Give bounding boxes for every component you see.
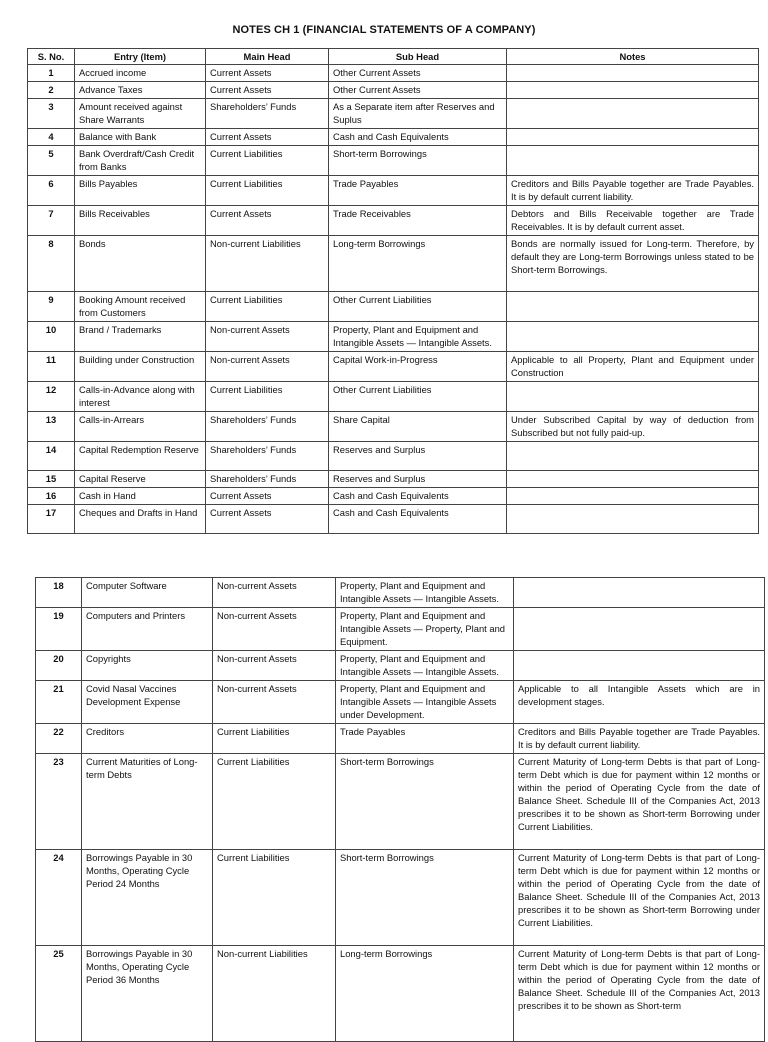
row-number: 22 [36, 724, 82, 754]
entry-cell: Computers and Printers [82, 608, 213, 651]
row-number: 8 [28, 236, 75, 292]
row-number: 9 [28, 292, 75, 322]
sub-head-cell: Property, Plant and Equipment and Intangible Assets — Intangible Assets. [336, 578, 514, 608]
table-row [28, 146, 759, 176]
notes-cell [514, 578, 765, 608]
header-entry: Entry (Item) [75, 49, 206, 65]
table-row [36, 850, 765, 946]
sub-head-cell: Capital Work-in-Progress [329, 352, 507, 382]
sub-head-cell: Long-term Borrowings [329, 236, 507, 292]
table-row [28, 292, 759, 322]
header-main-head: Main Head [206, 49, 329, 65]
notes-cell [507, 99, 759, 129]
notes-cell: Bonds are normally issued for Long-term. Therefore, by default they are Long-term Borrowings unless stated to be Short-term Borrowings. [507, 236, 759, 292]
entry-cell: Balance with Bank [75, 129, 206, 146]
table-row [28, 471, 759, 488]
notes-cell: Current Maturity of Long-term Debts is that part of Long-term Debt which is due for payment within 12 months or within the period of Operating Cycle from the date of Balance Sheet. Schedule III of the Companies Act, 2013 prescribes it to be shown as Short-term [514, 946, 765, 1042]
main-head-cell: Current Liabilities [213, 724, 336, 754]
notes-cell [507, 65, 759, 82]
notes-cell: Applicable to all Property, Plant and Equipment under Construction [507, 352, 759, 382]
entry-cell: Calls-in-Advance along with interest [75, 382, 206, 412]
main-head-cell: Current Assets [206, 129, 329, 146]
notes-cell [507, 442, 759, 471]
row-number: 17 [28, 505, 75, 534]
row-number: 18 [36, 578, 82, 608]
sub-head-cell: Property, Plant and Equipment and Intangible Assets — Intangible Assets. [329, 322, 507, 352]
sub-head-cell: Other Current Liabilities [329, 382, 507, 412]
table-row [36, 724, 765, 754]
entry-cell: Borrowings Payable in 30 Months, Operating Cycle Period 36 Months [82, 946, 213, 1042]
notes-cell: Debtors and Bills Receivable together are Trade Receivables. It is by default current asset. [507, 206, 759, 236]
main-head-cell: Non-current Liabilities [206, 236, 329, 292]
table-row [28, 412, 759, 442]
entry-cell: Booking Amount received from Customers [75, 292, 206, 322]
table-header-row [28, 49, 759, 65]
row-number: 24 [36, 850, 82, 946]
row-number: 1 [28, 65, 75, 82]
row-number: 21 [36, 681, 82, 724]
entry-cell: Building under Construction [75, 352, 206, 382]
table-row [36, 651, 765, 681]
row-number: 13 [28, 412, 75, 442]
entry-cell: Bonds [75, 236, 206, 292]
entry-cell: Cheques and Drafts in Hand [75, 505, 206, 534]
sub-head-cell: As a Separate item after Reserves and Suplus [329, 99, 507, 129]
main-head-cell: Current Assets [206, 505, 329, 534]
entry-cell: Bills Receivables [75, 206, 206, 236]
entry-cell: Current Maturities of Long-term Debts [82, 754, 213, 850]
sub-head-cell: Short-term Borrowings [336, 754, 514, 850]
row-number: 14 [28, 442, 75, 471]
table-row [36, 608, 765, 651]
sub-head-cell: Short-term Borrowings [329, 146, 507, 176]
notes-cell [507, 82, 759, 99]
sub-head-cell: Trade Payables [329, 176, 507, 206]
header-sno: S. No. [28, 49, 75, 65]
main-head-cell: Non-current Assets [213, 608, 336, 651]
main-head-cell: Current Assets [206, 65, 329, 82]
row-number: 15 [28, 471, 75, 488]
notes-cell [514, 608, 765, 651]
notes-cell [507, 471, 759, 488]
main-head-cell: Current Liabilities [206, 176, 329, 206]
sub-head-cell: Cash and Cash Equivalents [329, 129, 507, 146]
notes-cell [514, 651, 765, 681]
sub-head-cell: Other Current Liabilities [329, 292, 507, 322]
main-head-cell: Non-current Assets [213, 651, 336, 681]
row-number: 25 [36, 946, 82, 1042]
notes-cell [507, 505, 759, 534]
main-head-cell: Non-current Assets [213, 681, 336, 724]
main-head-cell: Current Liabilities [206, 382, 329, 412]
main-head-cell: Non-current Assets [213, 578, 336, 608]
sub-head-cell: Property, Plant and Equipment and Intangible Assets — Intangible Assets under Development. [336, 681, 514, 724]
sub-head-cell: Cash and Cash Equivalents [329, 505, 507, 534]
main-head-cell: Shareholders’ Funds [206, 99, 329, 129]
table-row [36, 754, 765, 850]
table-row [28, 82, 759, 99]
notes-cell: Creditors and Bills Payable together are Trade Payables. It is by default current liability. [507, 176, 759, 206]
main-head-cell: Current Assets [206, 82, 329, 99]
notes-cell [507, 292, 759, 322]
sub-head-cell: Reserves and Surplus [329, 471, 507, 488]
notes-cell [507, 146, 759, 176]
table-row [36, 681, 765, 724]
table-row [28, 236, 759, 292]
entries-table-2 [35, 577, 765, 1042]
entry-cell: Capital Reserve [75, 471, 206, 488]
main-head-cell: Current Liabilities [213, 850, 336, 946]
sub-head-cell: Short-term Borrowings [336, 850, 514, 946]
main-head-cell: Current Liabilities [213, 754, 336, 850]
row-number: 10 [28, 322, 75, 352]
entry-cell: Creditors [82, 724, 213, 754]
table-row [36, 578, 765, 608]
main-head-cell: Current Assets [206, 206, 329, 236]
entry-cell: Bills Payables [75, 176, 206, 206]
page-title: NOTES CH 1 (FINANCIAL STATEMENTS OF A COMPANY) [232, 24, 536, 36]
table-row [28, 505, 759, 534]
sub-head-cell: Share Capital [329, 412, 507, 442]
header-sub-head: Sub Head [329, 49, 507, 65]
row-number: 11 [28, 352, 75, 382]
main-head-cell: Current Liabilities [206, 292, 329, 322]
notes-cell [507, 382, 759, 412]
entry-cell: Borrowings Payable in 30 Months, Operating Cycle Period 24 Months [82, 850, 213, 946]
table-row [28, 129, 759, 146]
sub-head-cell: Trade Payables [336, 724, 514, 754]
table-row [28, 206, 759, 236]
main-head-cell: Non-current Assets [206, 322, 329, 352]
entry-cell: Brand / Trademarks [75, 322, 206, 352]
entry-cell: Covid Nasal Vaccines Development Expense [82, 681, 213, 724]
table-row [28, 176, 759, 206]
main-head-cell: Non-current Liabilities [213, 946, 336, 1042]
notes-cell [507, 322, 759, 352]
table-row [28, 352, 759, 382]
table-row [28, 382, 759, 412]
row-number: 7 [28, 206, 75, 236]
main-head-cell: Shareholders’ Funds [206, 471, 329, 488]
table-row [28, 322, 759, 352]
entries-table-1 [27, 48, 759, 534]
table-row [28, 99, 759, 129]
row-number: 6 [28, 176, 75, 206]
row-number: 20 [36, 651, 82, 681]
row-number: 5 [28, 146, 75, 176]
row-number: 23 [36, 754, 82, 850]
main-head-cell: Current Liabilities [206, 146, 329, 176]
row-number: 19 [36, 608, 82, 651]
notes-cell [507, 488, 759, 505]
entry-cell: Capital Redemption Reserve [75, 442, 206, 471]
entry-cell: Copyrights [82, 651, 213, 681]
main-head-cell: Current Assets [206, 488, 329, 505]
sub-head-cell: Property, Plant and Equipment and Intangible Assets — Intangible Assets. [336, 651, 514, 681]
table-row [28, 65, 759, 82]
notes-cell: Current Maturity of Long-term Debts is that part of Long-term Debt which is due for payment within 12 months or within the period of Operating Cycle from the date of Balance Sheet. Schedule III of the Companies Act, 2013 prescribes it to be shown as Short-term Borrowing under Current Liabilities. [514, 850, 765, 946]
entry-cell: Computer Software [82, 578, 213, 608]
row-number: 16 [28, 488, 75, 505]
sub-head-cell: Long-term Borrowings [336, 946, 514, 1042]
row-number: 2 [28, 82, 75, 99]
sub-head-cell: Cash and Cash Equivalents [329, 488, 507, 505]
notes-cell [507, 129, 759, 146]
sub-head-cell: Property, Plant and Equipment and Intangible Assets — Property, Plant and Equipment. [336, 608, 514, 651]
table-row [36, 946, 765, 1042]
header-notes: Notes [507, 49, 759, 65]
entry-cell: Accrued income [75, 65, 206, 82]
sub-head-cell: Trade Receivables [329, 206, 507, 236]
entry-cell: Advance Taxes [75, 82, 206, 99]
row-number: 4 [28, 129, 75, 146]
row-number: 12 [28, 382, 75, 412]
notes-cell: Under Subscribed Capital by way of deduction from Subscribed but not fully paid-up. [507, 412, 759, 442]
sub-head-cell: Other Current Assets [329, 65, 507, 82]
main-head-cell: Non-current Assets [206, 352, 329, 382]
entry-cell: Cash in Hand [75, 488, 206, 505]
entry-cell: Calls-in-Arrears [75, 412, 206, 442]
notes-cell: Creditors and Bills Payable together are Trade Payables. It is by default current liability. [514, 724, 765, 754]
notes-cell: Current Maturity of Long-term Debts is that part of Long-term Debt which is due for payment within 12 months or within the period of Operating Cycle from the date of Balance Sheet. Schedule III of the Companies Act, 2013 prescribes it to be shown as Short-term Borrowing under Current Liabilities. [514, 754, 765, 850]
main-head-cell: Shareholders’ Funds [206, 442, 329, 471]
entry-cell: Amount received against Share Warrants [75, 99, 206, 129]
entry-cell: Bank Overdraft/Cash Credit from Banks [75, 146, 206, 176]
main-head-cell: Shareholders’ Funds [206, 412, 329, 442]
sub-head-cell: Reserves and Surplus [329, 442, 507, 471]
row-number: 3 [28, 99, 75, 129]
sub-head-cell: Other Current Assets [329, 82, 507, 99]
table-row [28, 442, 759, 471]
table-row [28, 488, 759, 505]
notes-cell: Applicable to all Intangible Assets which are in development stages. [514, 681, 765, 724]
